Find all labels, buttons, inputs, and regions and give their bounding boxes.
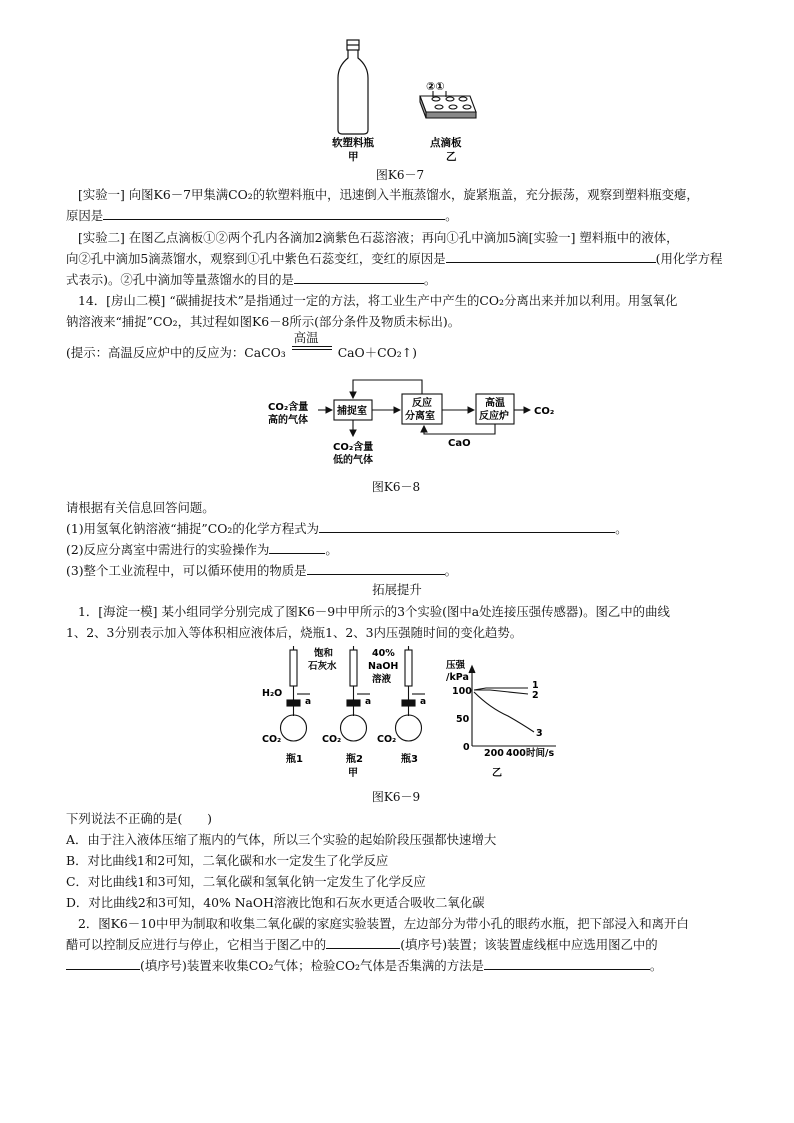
pressure-axis-label: 压强 [446,660,466,671]
co2-label-2: CO₂ [322,734,342,745]
sub-question-3: (3)整个工业流程中，可以循环使用的物质是 。 [66,563,457,578]
question-14-hint: (提示：高温反应炉中的反应为：CaCO₃ 高温 CaO＋CO₂↑) [66,342,731,363]
answer-intro: 请根据有关信息回答问题。 [66,500,215,515]
pressure-curve-3 [474,692,534,732]
output-co2-label: CO₂ [534,406,555,417]
flask-2-label: 瓶2 [346,754,363,765]
y-tick-100: 100 [452,686,472,697]
figure-k6-7-caption: 图K6－7 [375,168,425,182]
answer-blank[interactable] [66,956,140,970]
y-tick-0: 0 [463,742,470,753]
figure-k6-7 [320,36,480,164]
port-a-label-2: a [365,697,372,707]
question-14-line1: 14．[房山二模] “碳捕捉技术”是指通过一定的方法，将工业生产中产生的CO₂分离出来并加以利用。用氢氧化 [78,293,678,308]
cao-label: CaO [448,438,471,449]
figure-k6-8 [266,372,566,468]
sub-question-1: (1)用氢氧化钠溶液“捕捉”CO₂的化学方程式为 。 [66,521,628,536]
answer-blank[interactable] [103,206,445,220]
naoh-label-3: 溶液 [372,674,392,685]
furnace-label: 高温 [485,398,505,409]
x-tick-400: 400 [506,748,526,759]
input-gas-label: CO₂含量 [268,402,309,413]
plate-sub-label: 乙 [446,151,457,163]
port-a-label-3: a [420,697,427,707]
mc-stem: 下列说法不正确的是( ) [66,811,212,826]
reaction-arrow-line [292,346,332,347]
soft-plastic-bottle-icon [338,40,368,134]
mc-option-d[interactable]: D．对比曲线2和3可知，40% NaOH溶液比饱和石灰水更适合吸收二氧化碳 [66,895,485,910]
limewater-label: 饱和 [314,648,334,659]
separation-chamber-label-2: 分离室 [405,411,435,422]
flask-3-label: 瓶3 [401,754,418,765]
furnace-label-2: 反应炉 [479,411,509,422]
answer-blank[interactable] [269,540,325,554]
co2-label-1: CO₂ [262,734,282,745]
extension-q2-line1: 2．图K6－10中甲为制取和收集二氧化碳的家庭实验装置，左边部分为带小孔的眼药水瓶，把下部浸入和离开白 [78,916,689,931]
bottle-label: 软塑料瓶 [332,137,374,149]
input-gas-label-2: 高的气体 [268,415,308,426]
experiment-one-reason: 原因是 。 [66,208,458,223]
time-axis-label: 时间/s [526,748,555,759]
output-gas-label: CO₂含量 [333,442,374,453]
answer-blank[interactable] [446,249,656,263]
question-14-line2: 钠溶液来“捕捉”CO₂，其过程如图K6－8所示(部分条件及物质未标出)。 [66,314,461,329]
limewater-label-2: 石灰水 [308,661,337,672]
reaction-condition: 高温 [293,330,319,345]
mc-option-a[interactable]: A．由于注入液体压缩了瓶内的气体，所以三个实验的起始阶段压强都快速增大 [66,832,497,847]
curve-1-label: 1 [532,680,539,691]
plate-label: 点滴板 [430,137,462,149]
pressure-axis-unit: /kPa [446,672,469,683]
experiment-one-text: [实验一] 向图K6－7甲集满CO₂的软塑料瓶中，迅速倒入半瓶蒸馏水，旋紧瓶盖，充分振荡，观察到塑料瓶变瘪， [78,187,699,202]
mc-option-c[interactable]: C．对比曲线1和3可知，二氧化碳和氢氧化钠一定发生了化学反应 [66,874,426,889]
experiment-two-line1: [实验二] 在图乙点滴板①②两个孔内各滴加2滴紫色石蕊溶液；再向①孔中滴加5滴[实验一] 塑料瓶中的液体， [78,230,679,245]
experiment-two-line2: 向②孔中滴加5滴蒸馏水，观察到①孔中紫色石蕊变红，变红的原因是 (用化学方程 [66,251,723,266]
extension-q1-line1: 1．[海淀一模] 某小组同学分别完成了图K6－9中甲所示的3个实验(图中a处连接压强传感器)。图乙中的曲线 [78,604,670,619]
answer-blank[interactable] [307,561,445,575]
spot-plate-well-labels: ②① [426,80,445,93]
answer-blank[interactable] [484,956,650,970]
co2-label-3: CO₂ [377,734,397,745]
flask-1-apparatus [281,646,311,741]
answer-blank[interactable] [294,270,424,284]
figure-k6-9-caption: 图K6－9 [371,790,421,804]
flask-1-label: 瓶1 [286,754,303,765]
extension-q1-line2: 1、2、3分别表示加入等体积相应液体后，烧瓶1、2、3内压强随时间的变化趋势。 [66,625,523,640]
port-a-label-1: a [305,697,312,707]
flask-3-apparatus [396,646,426,741]
flask-2-apparatus [341,646,371,741]
figure-k6-8-caption: 图K6－8 [371,480,421,494]
extension-q2-line3: (填序号)装置来收集CO₂气体；检验CO₂气体是否集满的方法是 。 [66,955,731,976]
capture-chamber-label: 捕捉室 [337,406,367,417]
experiment-two-line3: 式表示)。②孔中滴加等量蒸馏水的目的是 。 [66,272,437,287]
answer-blank[interactable] [326,935,400,949]
figure-yi-label: 乙 [492,768,502,779]
answer-blank[interactable] [319,519,615,533]
figure-k6-9 [260,644,560,784]
curve-3-label: 3 [536,728,543,739]
x-tick-200: 200 [484,748,504,759]
extension-q2-line2: 醋可以控制反应进行与停止，它相当于图乙中的 (填序号)装置；该装置虚线框中应选用图乙中的 [66,937,658,952]
mc-option-b[interactable]: B．对比曲线1和2可知，二氧化碳和水一定发生了化学反应 [66,853,389,868]
output-gas-label-2: 低的气体 [333,455,373,466]
spot-plate-icon [420,91,476,118]
bottle-sub-label: 甲 [348,151,359,163]
naoh-label-2: NaOH [368,661,399,672]
sub-question-2: (2)反应分离室中需进行的实验操作为 。 [66,542,338,557]
pressure-curve-2 [474,690,528,694]
naoh-label: 40% [372,648,395,659]
separation-chamber-label: 反应 [412,398,432,409]
water-label: H₂O [262,688,283,699]
section-heading: 拓展提升 [372,582,422,597]
curve-2-label: 2 [532,690,539,701]
y-tick-50: 50 [456,714,470,725]
figure-jia-label: 甲 [348,768,358,779]
